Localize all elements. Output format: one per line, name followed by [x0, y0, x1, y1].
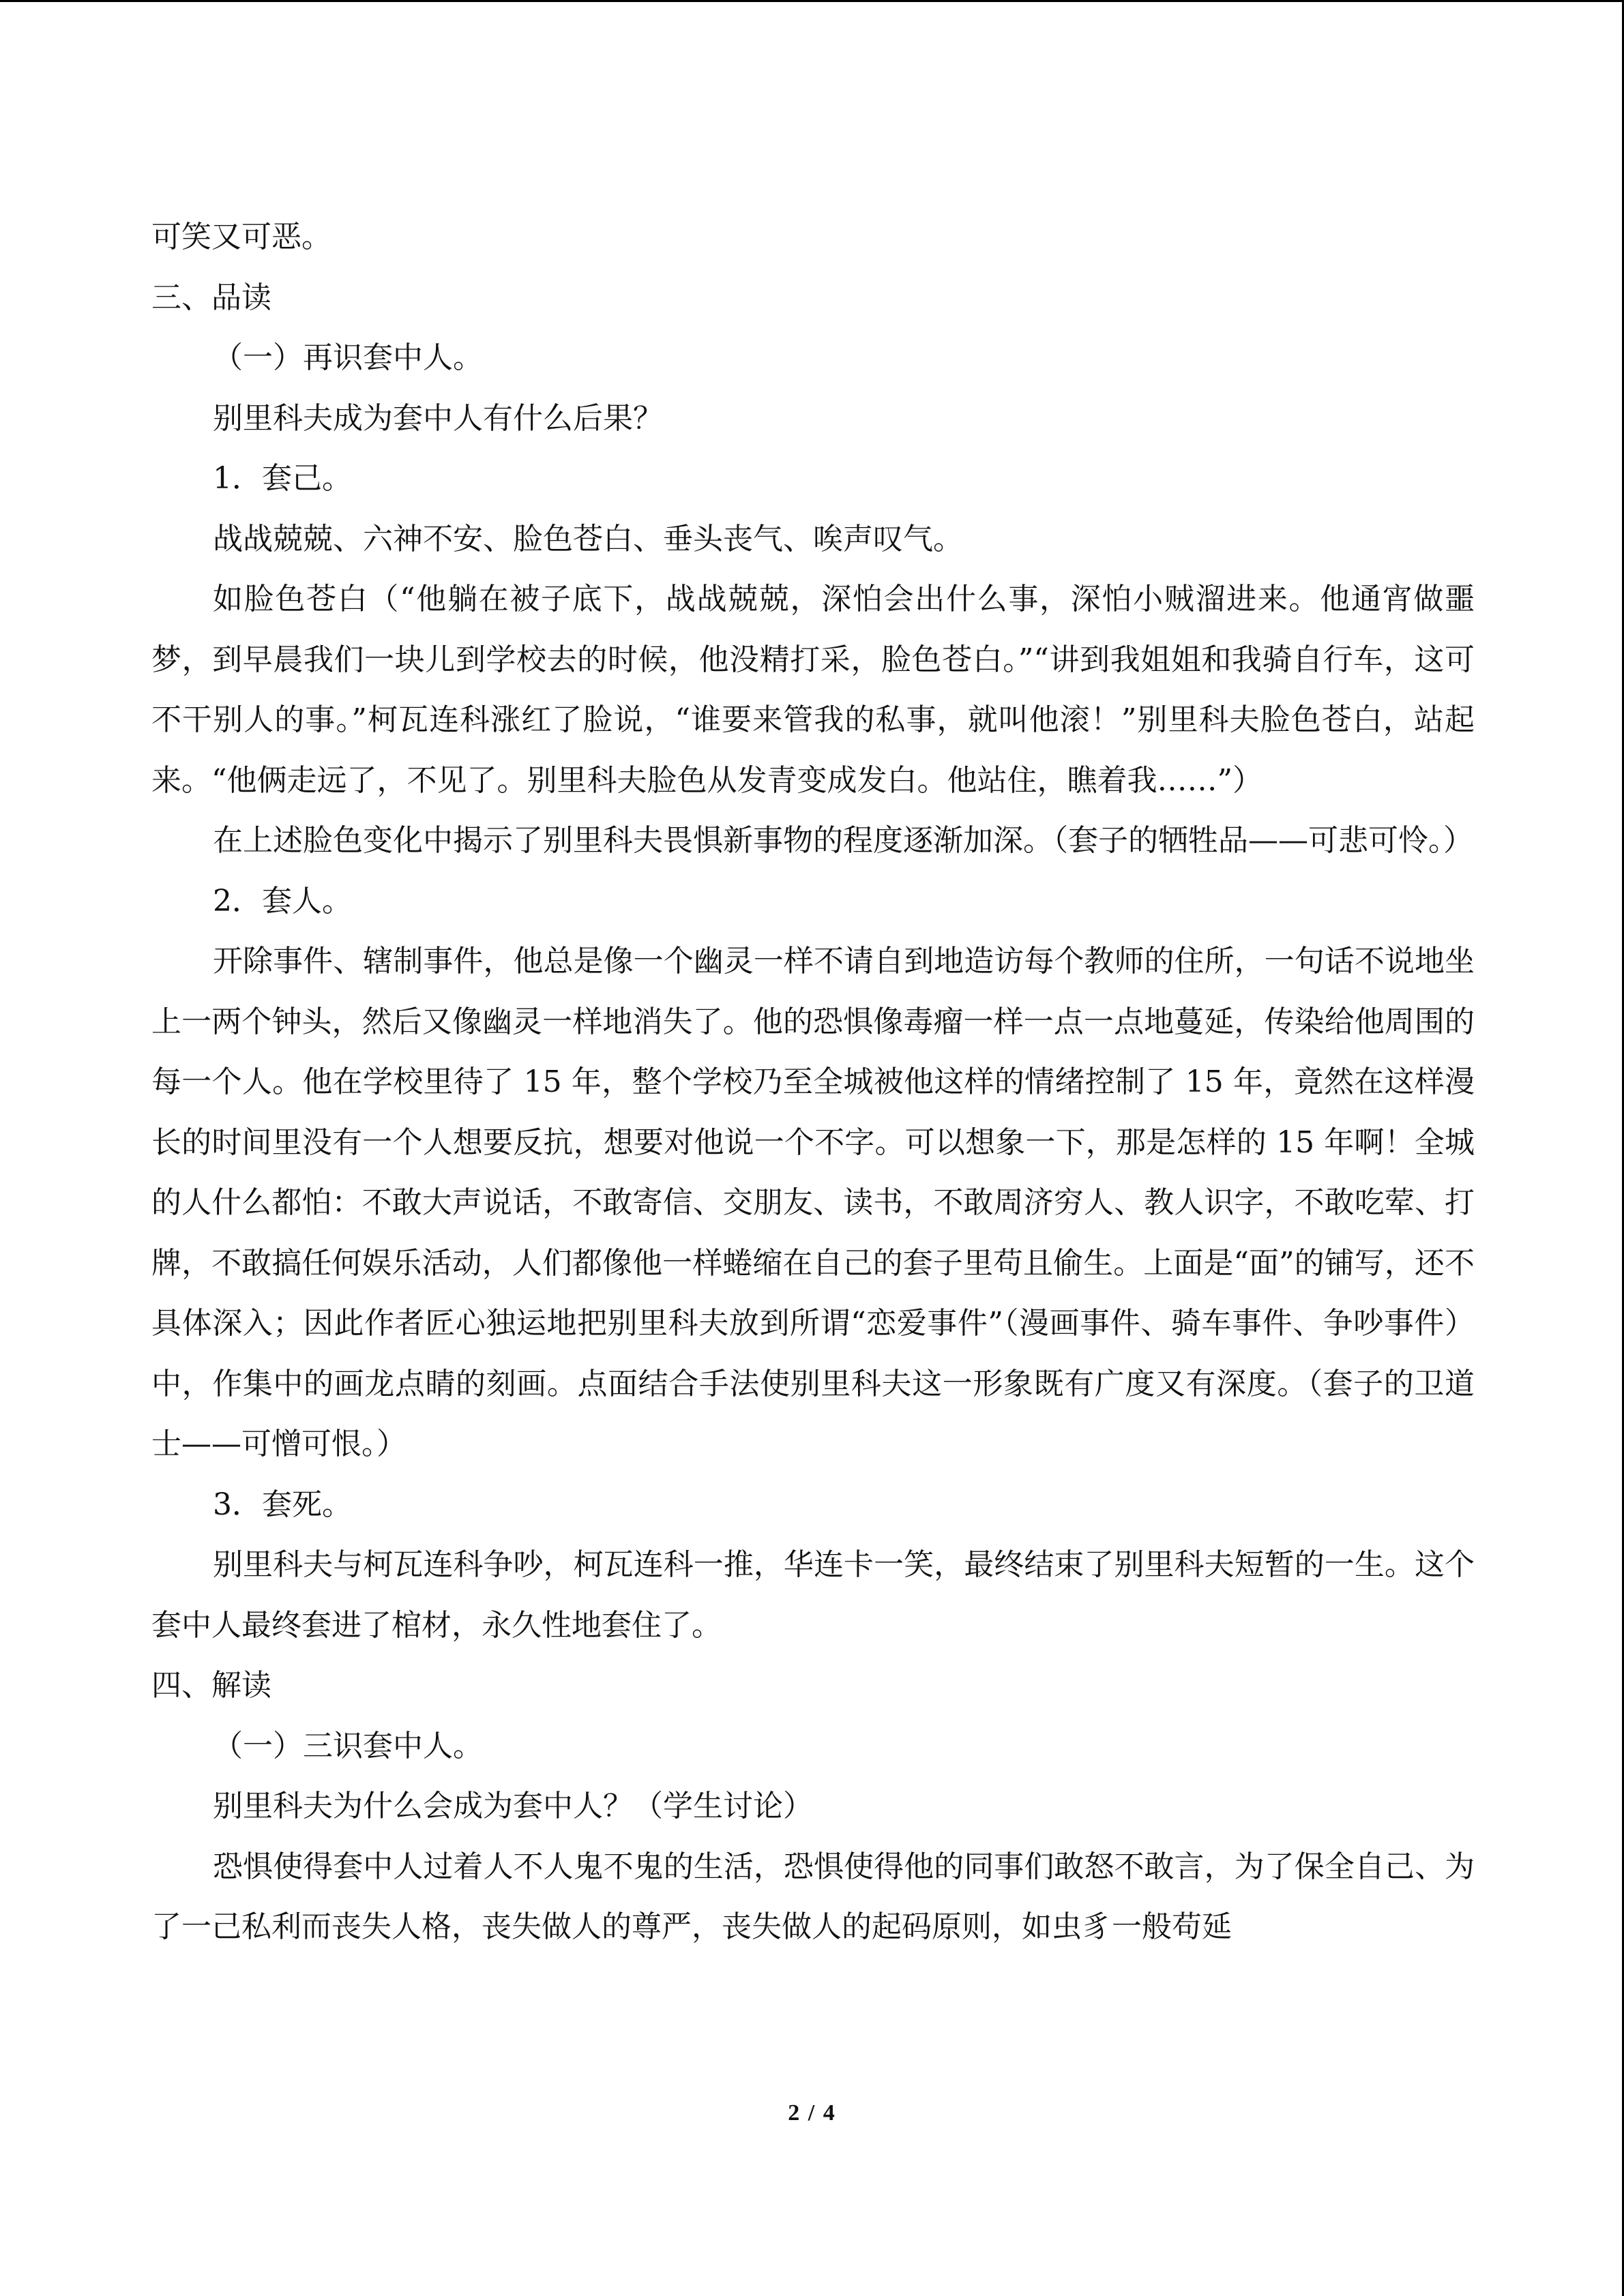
- section-heading: 四、解读: [151, 1668, 271, 1703]
- paragraph: 可笑又可恶。: [151, 220, 331, 254]
- page-number: 2 / 4: [788, 2100, 836, 2126]
- question: 别里科夫成为套中人有什么后果？: [213, 400, 663, 436]
- paragraph: 开除事件、辖制事件，他总是像一个幽灵一样不请自到地造访每个教师的住所，一句话不说地坐上一两个钟头，然后又像幽灵一样地消失了。他的恐惧像毒瘤一样一点一点地蔓延，传染给他周围的每一个人。他在学校里待了 15 年，整个学校乃至全城被他这样的情绪控制了 15 年，竟然在这样漫长的时间里没有一个人想要反抗，想要对他说一个不字。可以想象一下，那是怎样的 15 年啊！全城的人什么都怕：不敢大声说话，不敢寄信、交朋友、读书，不敢周济穷人、教人识字，不敢吃荤、打牌，不敢搞任何娱乐活动，人们都像他一样蜷缩在自己的套子里苟且偷生。上面是“面”的铺写，还不具体深入；因此作者匠心独运地把别里科夫放到所谓“恋爱事件”（漫画事件、骑车事件、争吵事件）中，作集中的画龙点睛的刻画。点面结合手法使别里科夫这一形象既有广度又有深度。（套子的卫道士——可憎可恨。）: [151, 944, 1475, 1461]
- numbered-heading: 1．套己。: [213, 461, 352, 496]
- document-body: [151, 207, 1475, 1958]
- numbered-heading: 2．套人。: [213, 883, 352, 919]
- paragraph: 别里科夫与柯瓦连科争吵，柯瓦连科一推，华连卡一笑，最终结束了别里科夫短暂的一生。这个套中人最终套进了棺材，永久性地套住了。: [151, 1547, 1475, 1643]
- paragraph: 恐惧使得套中人过着人不人鬼不鬼的生活，恐惧使得他的同事们敢怒不敢言，为了保全自己、为了一己私利而丧失人格，丧失做人的尊严，丧失做人的起码原则，如虫豸一般苟延: [151, 1849, 1475, 1944]
- section-heading: 三、品读: [151, 280, 271, 315]
- subsection-heading: （一）再识套中人。: [213, 340, 483, 375]
- paragraph: 如脸色苍白（“他躺在被子底下，战战兢兢，深怕会出什么事，深怕小贼溜进来。他通宵做噩梦，到早晨我们一块儿到学校去的时候，他没精打采，脸色苍白。”“讲到我姐姐和我骑自行车，这可不干别人的事。”柯瓦连科涨红了脸说，“谁要来管我的私事，就叫他滚！”别里科夫脸色苍白，站起来。“他俩走远了，不见了。别里科夫脸色从发青变成发白。他站住，瞧着我……”）: [151, 582, 1475, 798]
- top-border: [0, 0, 1624, 2]
- paragraph: 在上述脸色变化中揭示了别里科夫畏惧新事物的程度逐渐加深。（套子的牺牲品——可悲可怜。）: [213, 823, 1473, 858]
- numbered-heading: 3．套死。: [213, 1487, 352, 1522]
- paragraph: 战战兢兢、六神不安、脸色苍白、垂头丧气、唉声叹气。: [213, 521, 963, 556]
- subsection-heading: （一）三识套中人。: [213, 1728, 483, 1763]
- question: 别里科夫为什么会成为套中人？（学生讨论）: [213, 1789, 813, 1823]
